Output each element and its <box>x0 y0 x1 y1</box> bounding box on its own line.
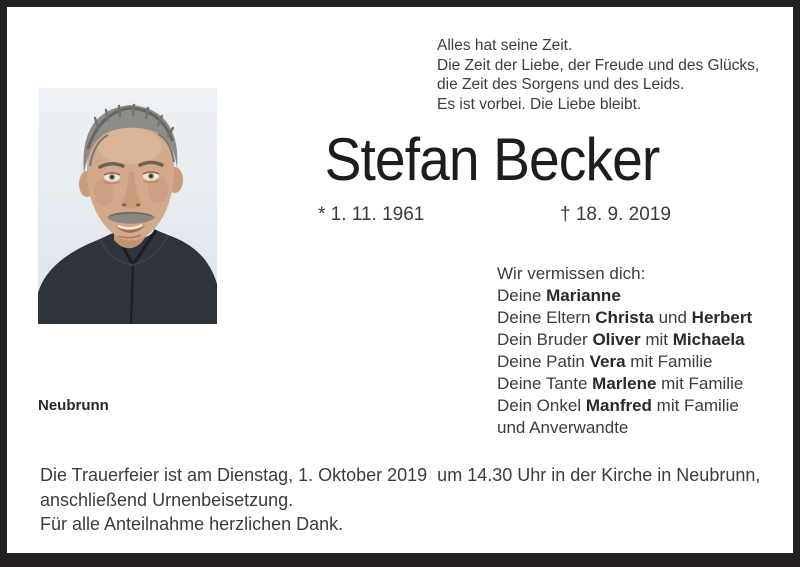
place-label: Neubrunn <box>38 397 109 414</box>
mourner-line: Deine Tante Marlene mit Familie <box>497 374 744 393</box>
portrait-photo <box>38 88 217 324</box>
mourner-line: und Anverwandte <box>497 418 629 437</box>
deceased-name: Stefan Becker <box>324 126 660 193</box>
mourner-line: Dein Bruder Oliver mit Michaela <box>497 330 745 349</box>
birth-date: * 1. 11. 1961 <box>318 204 425 225</box>
funeral-line: Für alle Anteilnahme herzlichen Dank. <box>40 514 344 535</box>
funeral-line: Die Trauerfeier ist am Dienstag, 1. Oktober 2019 um 14.30 Uhr in der Kirche in Neubrunn, <box>40 465 761 485</box>
mourners-intro: Wir vermissen dich: <box>497 264 646 283</box>
funeral-line: anschließend Urnenbeisetzung. <box>40 489 294 510</box>
poem-line: die Zeit des Sorgens und des Leids. <box>437 76 685 94</box>
death-date: † 18. 9. 2019 <box>560 204 671 225</box>
portrait-image <box>38 88 217 324</box>
mourner-line: Deine Patin Vera mit Familie <box>497 352 713 371</box>
poem-line: Es ist vorbei. Die Liebe bleibt. <box>437 95 642 113</box>
mourner-line: Deine Marianne <box>497 286 621 305</box>
poem-line: Die Zeit der Liebe, der Freude und des Glücks, <box>437 56 760 74</box>
epigraph-poem <box>437 36 759 114</box>
funeral-info <box>40 463 760 537</box>
mourner-line: Dein Onkel Manfred mit Familie <box>497 396 739 415</box>
obituary-card <box>7 7 793 553</box>
poem-line: Alles hat seine Zeit. <box>437 37 573 54</box>
mourners-list <box>497 263 752 439</box>
mourner-line: Deine Eltern Christa und Herbert <box>497 308 753 327</box>
